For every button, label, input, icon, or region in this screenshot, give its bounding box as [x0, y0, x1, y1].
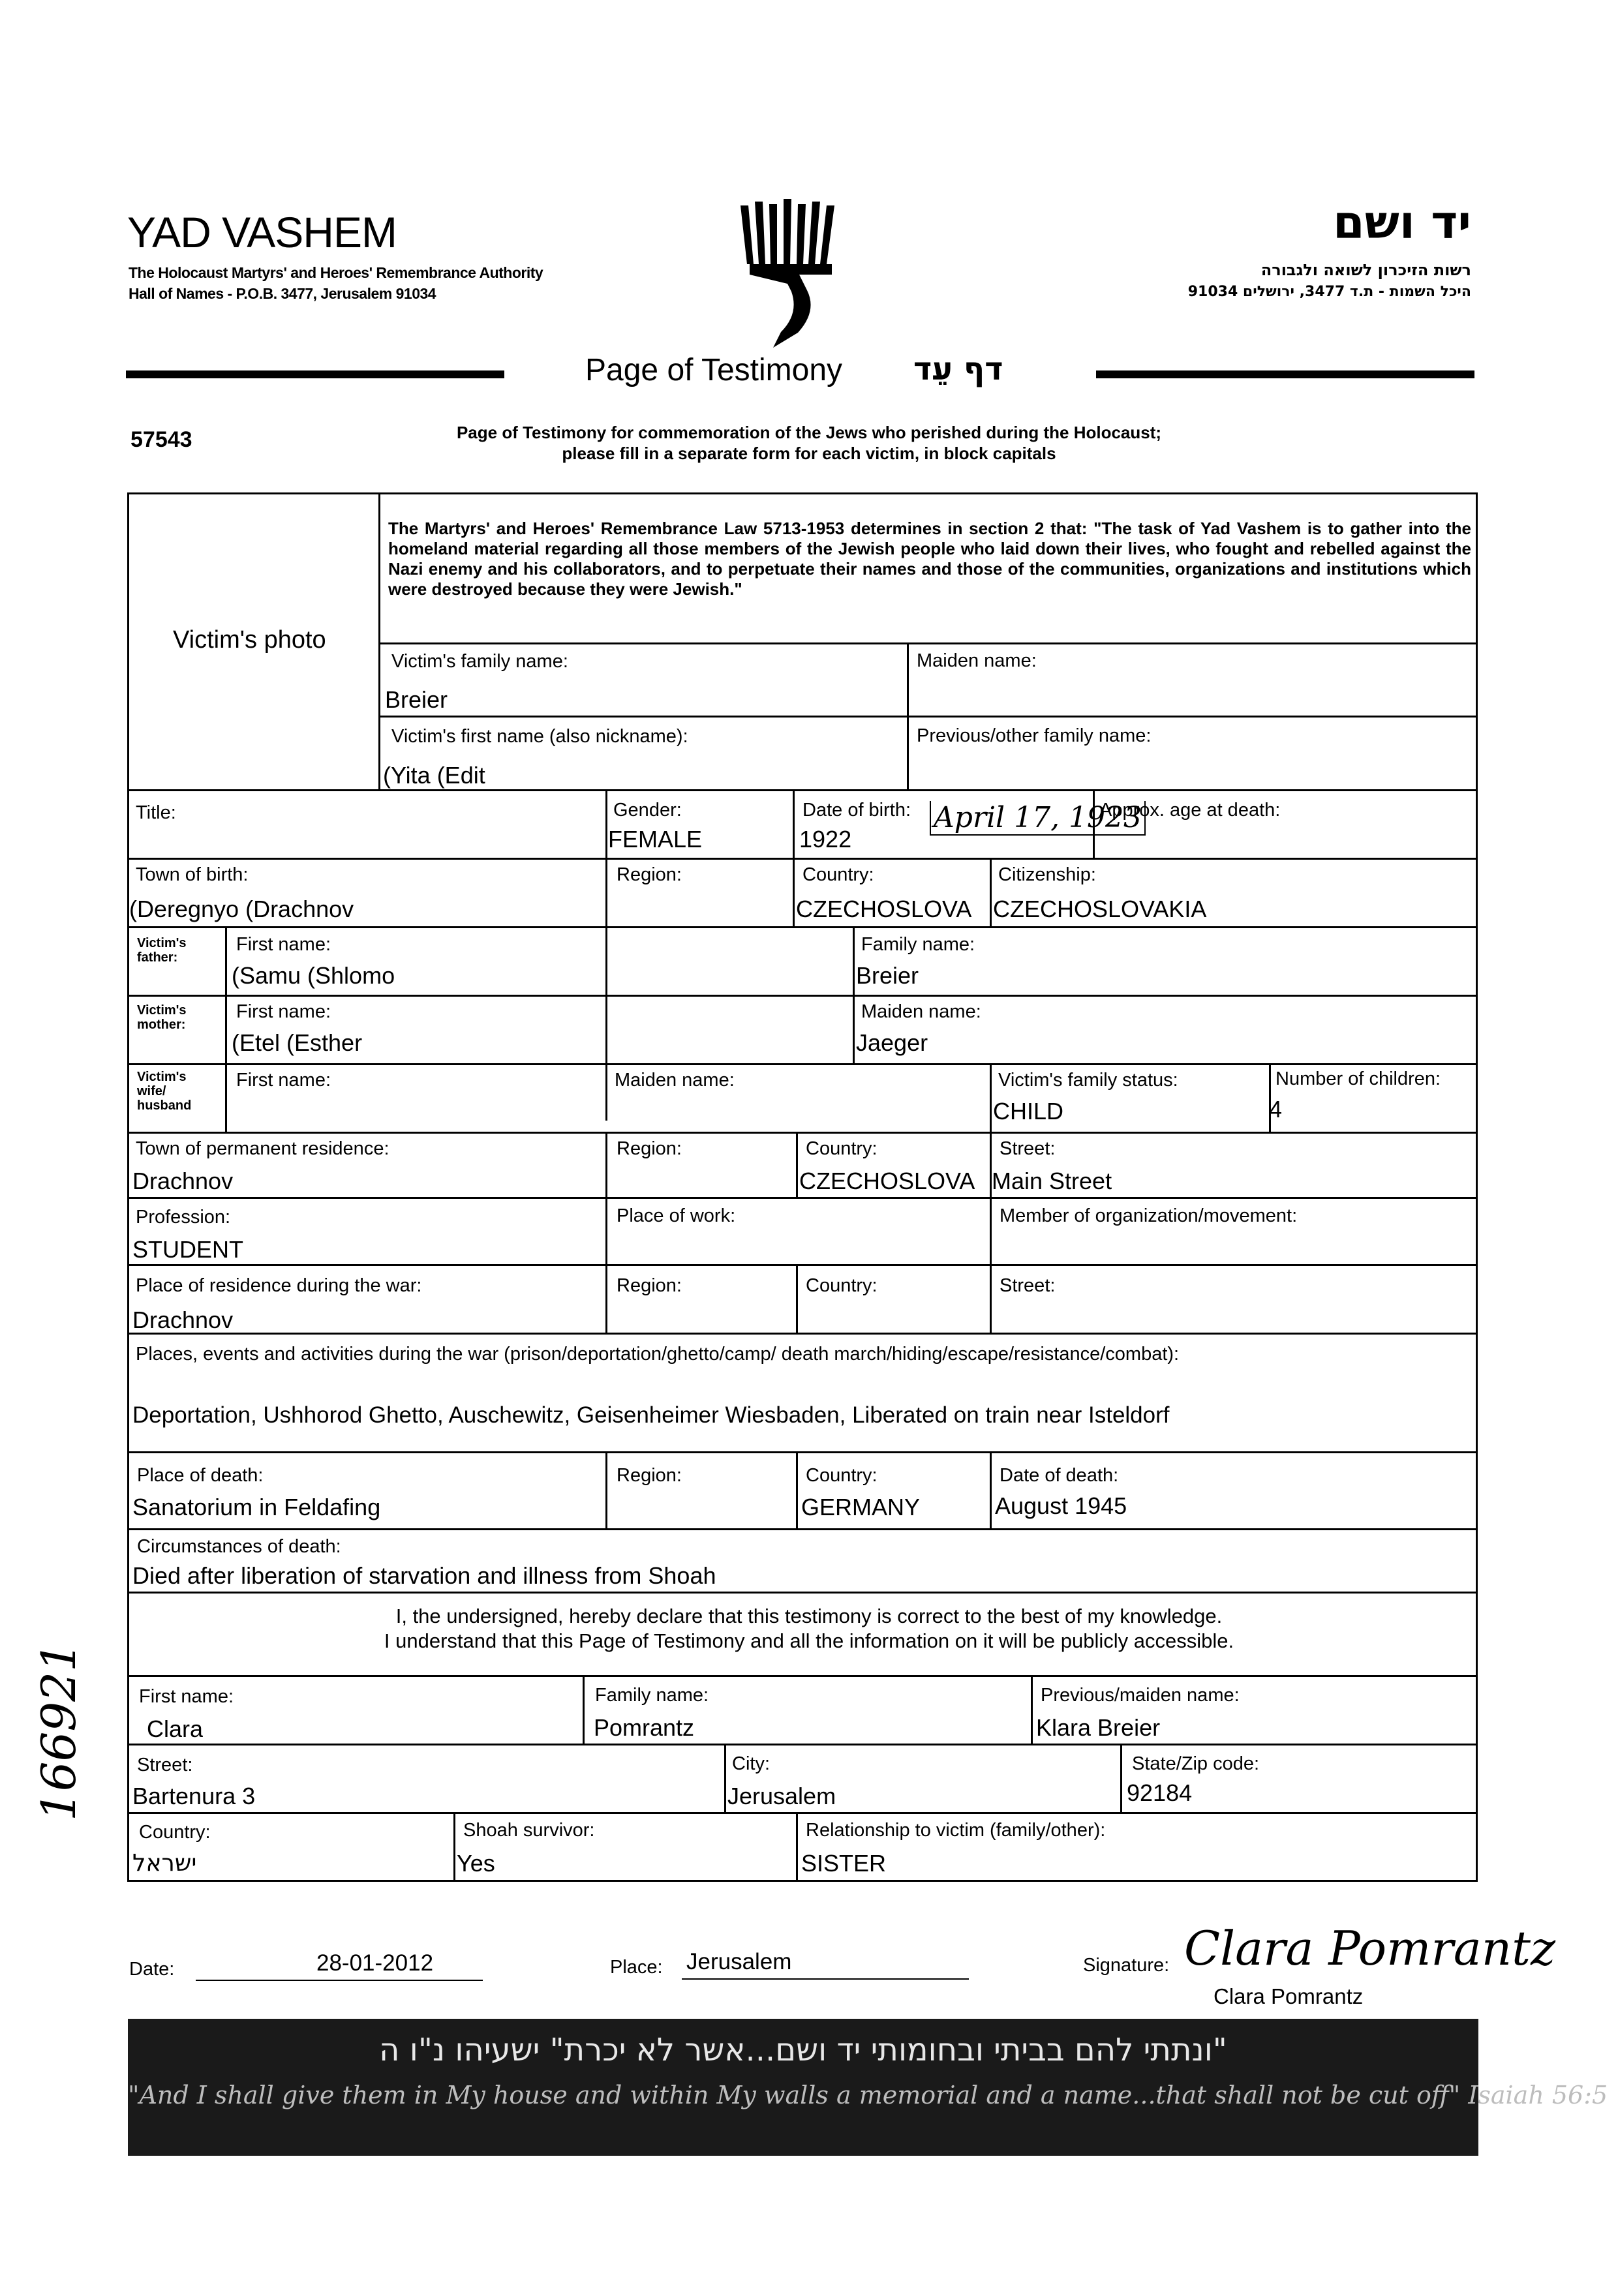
father-first-name[interactable]: (Samu (Shlomo: [232, 962, 395, 989]
submitter-first-name[interactable]: Clara: [147, 1715, 204, 1742]
place-of-death-label: Place of death:: [137, 1465, 264, 1486]
victim-photo-label: Victim's photo: [173, 626, 326, 654]
banner-quote-english: "And I shall give them in My house and within My walls a memorial and a name...that shall not be cut off" Isaiah 56:5: [128, 2081, 1608, 2109]
date-label: Date:: [129, 1959, 175, 1980]
mother-first-name-label: First name:: [236, 1001, 331, 1022]
number-of-children-label: Number of children:: [1275, 1068, 1441, 1089]
submitter-street-label: Street:: [137, 1755, 193, 1775]
date-of-death[interactable]: August 1945: [995, 1492, 1127, 1519]
signer-name: Clara Pomrantz: [1214, 1984, 1364, 2008]
submitter-country-label: Country:: [139, 1822, 211, 1843]
residence-town[interactable]: Drachnov: [132, 1168, 234, 1194]
war-street-label: Street:: [1000, 1275, 1056, 1296]
victim-family-status[interactable]: CHILD: [993, 1098, 1064, 1125]
victim-family-name[interactable]: Breier: [385, 686, 448, 713]
family-name-label: Victim's family name:: [391, 651, 568, 672]
submission-place[interactable]: Jerusalem: [686, 1949, 792, 1974]
profession-value[interactable]: STUDENT: [132, 1236, 243, 1263]
residence-country[interactable]: CZECHOSLOVA: [799, 1168, 975, 1194]
victim-first-name[interactable]: (Yita (Edit: [383, 762, 485, 789]
birth-country-label: Country:: [802, 864, 874, 885]
residence-country-label: Country:: [806, 1138, 878, 1159]
instruction-line-1: Page of Testimony for commemoration of the Jews who perished during the Holocaust;: [456, 423, 1162, 442]
relationship-to-victim[interactable]: SISTER: [801, 1850, 887, 1877]
maiden-name-label: Maiden name:: [917, 650, 1037, 671]
circumstances-of-death[interactable]: Died after liberation of starvation and illness from Shoah: [132, 1562, 716, 1589]
submitter-zip[interactable]: 92184: [1127, 1779, 1193, 1806]
spouse-maiden-name-label: Maiden name:: [615, 1070, 735, 1091]
spouse-row-label: Victim's wife/ husband: [137, 1070, 192, 1113]
submission-date[interactable]: 28-01-2012: [316, 1950, 434, 1976]
gender-label: Gender:: [613, 800, 682, 821]
shoah-survivor-label: Shoah survivor:: [463, 1820, 595, 1841]
town-of-birth-label: Town of birth:: [136, 864, 249, 885]
profession-label: Profession:: [136, 1207, 231, 1228]
residence-street-label: Street:: [1000, 1138, 1056, 1159]
form-number: 57543: [130, 427, 192, 452]
declaration-line-2: I understand that this Page of Testimony and all the information on it will be publicly accessible.: [384, 1629, 1234, 1652]
war-residence-label: Place of residence during the war:: [136, 1275, 422, 1296]
residence-town-label: Town of permanent residence:: [136, 1138, 389, 1159]
submitter-country[interactable]: ישראל: [132, 1850, 197, 1877]
title-label: Title:: [136, 802, 176, 823]
mother-maiden-name[interactable]: Jaeger: [856, 1029, 928, 1056]
submitter-street[interactable]: Bartenura 3: [132, 1783, 256, 1809]
date-of-death-label: Date of death:: [1000, 1465, 1119, 1486]
death-country[interactable]: GERMANY: [801, 1494, 921, 1520]
submitter-zip-label: State/Zip code:: [1132, 1753, 1260, 1774]
submitter-first-name-label: First name:: [139, 1686, 234, 1707]
submitter-city[interactable]: Jerusalem: [727, 1783, 836, 1809]
war-country-label: Country:: [806, 1275, 878, 1296]
birth-region-label: Region:: [617, 864, 682, 885]
death-country-label: Country:: [806, 1465, 878, 1486]
residence-region-label: Region:: [617, 1138, 682, 1159]
circumstances-label: Circumstances of death:: [137, 1536, 341, 1557]
citizenship-label: Citizenship:: [998, 864, 1096, 885]
side-reference-number: 166921: [31, 1642, 86, 1821]
submitter-city-label: City:: [732, 1753, 770, 1774]
date-underline: [196, 1980, 483, 1981]
date-of-birth-label: Date of birth:: [802, 800, 911, 821]
war-region-label: Region:: [617, 1275, 682, 1296]
residence-street[interactable]: Main Street: [992, 1168, 1112, 1194]
victim-citizenship[interactable]: CZECHOSLOVAKIA: [993, 896, 1207, 922]
death-region-label: Region:: [617, 1465, 682, 1486]
org-name: YAD VASHEM: [127, 208, 397, 256]
events-label: Places, events and activities during the war (prison/deportation/ghetto/camp/ death march/hiding/escape/resistance/combat):: [136, 1344, 1180, 1365]
org-name-hebrew: יד ושם: [1333, 196, 1471, 249]
page-title-hebrew: דף עֵד: [913, 351, 1003, 387]
place-label: Place:: [610, 1957, 663, 1978]
submitter-previous-name[interactable]: Klara Breier: [1036, 1714, 1161, 1741]
victim-date-of-birth[interactable]: 1922: [799, 826, 852, 853]
family-status-label: Victim's family status:: [998, 1070, 1178, 1091]
title-rule-right: [1096, 370, 1474, 378]
place-of-work-label: Place of work:: [617, 1205, 736, 1226]
submitter-previous-name-label: Previous/maiden name:: [1041, 1685, 1240, 1706]
org-subtitle-hebrew: רשות הזיכרון לשואה ולגבורה: [1260, 261, 1471, 279]
victim-birth-country[interactable]: CZECHOSLOVA: [796, 896, 972, 922]
father-row-label: Victim's father:: [137, 936, 187, 965]
title-rule-left: [126, 370, 504, 378]
place-of-death[interactable]: Sanatorium in Feldafing: [132, 1494, 381, 1520]
father-family-name-label: Family name:: [861, 934, 975, 955]
banner-quote-hebrew: "ונתתי להם בביתי ובחומותי יד ושם...אשר לא יכרת" ישעיהו נ"ו ה: [379, 2032, 1227, 2068]
victim-gender[interactable]: FEMALE: [608, 826, 703, 853]
father-family-name[interactable]: Breier: [856, 962, 919, 989]
shoah-survivor[interactable]: Yes: [457, 1850, 495, 1877]
first-name-label: Victim's first name (also nickname):: [391, 726, 688, 747]
instruction-line-2: please fill in a separate form for each victim, in block capitals: [562, 444, 1056, 463]
events-value[interactable]: Deportation, Ushhorod Ghetto, Auschewitz, Geisenheimer Wiesbaden, Liberated on train near Isteldorf: [132, 1402, 1170, 1428]
age-at-death-label: Approx. age at death:: [1099, 800, 1281, 821]
org-address: Hall of Names - P.O.B. 3477, Jerusalem 91034: [129, 285, 436, 302]
organization-label: Member of organization/movement:: [1000, 1205, 1298, 1226]
father-first-name-label: First name:: [236, 934, 331, 955]
mother-first-name[interactable]: (Etel (Esther: [232, 1029, 363, 1056]
menorah-logo-icon: [734, 192, 848, 349]
previous-family-name-label: Previous/other family name:: [917, 725, 1152, 746]
number-of-children[interactable]: 4: [1269, 1096, 1283, 1123]
submitter-family-name[interactable]: Pomrantz: [594, 1714, 695, 1741]
spouse-first-name-label: First name:: [236, 1070, 331, 1091]
place-underline: [682, 1978, 969, 1980]
law-text: The Martyrs' and Heroes' Remembrance Law 5713-1953 determines in section 2 that: "The task of Yad Vashem is to gather into the homeland material regarding all those members of the Jewish people who laid down their lives, who fought and rebelled against the Nazi enemy and his collaborators, and to perpetuate their names and those of the communities, organizations and institutions which were destroyed because they were Jewish.": [388, 519, 1471, 599]
handwritten-dob: April 17, 1923: [930, 801, 1146, 836]
quote-banner: [128, 2019, 1608, 2156]
signature: Clara Pomrantz: [1184, 1921, 1556, 1976]
mother-maiden-name-label: Maiden name:: [861, 1001, 981, 1022]
mother-row-label: Victim's mother:: [137, 1003, 187, 1032]
org-subtitle: The Holocaust Martyrs' and Heroes' Remembrance Authority: [129, 264, 543, 281]
org-address-hebrew: היכל השמות - ת.ד 3477, ירושלים 91034: [1187, 284, 1471, 300]
war-residence-value[interactable]: Drachnov: [132, 1307, 234, 1333]
signature-label: Signature:: [1083, 1955, 1170, 1976]
declaration-line-1: I, the undersigned, hereby declare that this testimony is correct to the best of my knowledge.: [395, 1605, 1223, 1627]
page-title: Page of Testimony: [585, 353, 843, 387]
submitter-family-name-label: Family name:: [595, 1685, 709, 1706]
relationship-label: Relationship to victim (family/other):: [806, 1820, 1106, 1841]
victim-town-of-birth[interactable]: (Deregnyo (Drachnov: [129, 896, 354, 922]
